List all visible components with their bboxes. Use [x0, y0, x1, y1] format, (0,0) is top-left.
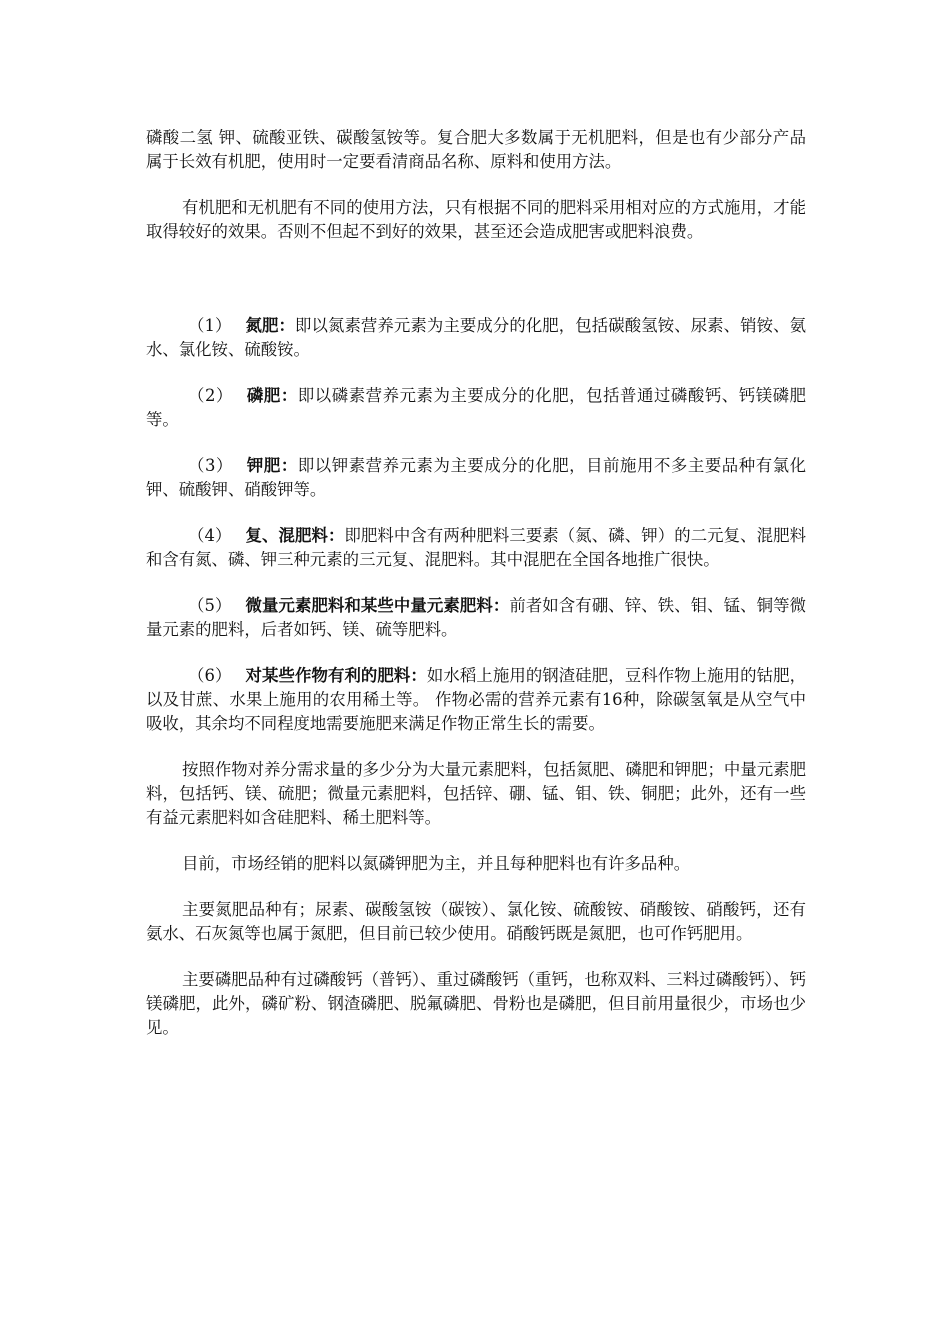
item-term: 钾肥： [246, 456, 298, 475]
list-item-micronutrient [146, 594, 806, 642]
item-number: （6） [188, 666, 232, 685]
item-text: 即以氮素营养元素为主要成分的化肥，包括碳酸氢铵、尿素、销铵、氨水、氯化铵、硫酸铵。 [146, 316, 807, 359]
paragraph-compound-fertilizer: 磷酸二氢 钾、硫酸亚铁、碳酸氢铵等。复合肥大多数属于无机肥料，但是也有少部分产品属于长效有机肥，使用时一定要看清商品名称、原料和使用方法。 [146, 128, 806, 171]
paragraph-phosphorus-varieties: 主要磷肥品种有过磷酸钙（普钙）、重过磷酸钙（重钙，也称双料、三料过磷酸钙）、钙镁磷肥，此外，磷矿粉、钢渣磷肥、脱氟磷肥、骨粉也是磷肥，但目前用量很少，市场也少见。 [146, 970, 806, 1037]
blank-gap [146, 266, 806, 314]
item-number: （2） [188, 386, 233, 405]
item-text: 即肥料中含有两种肥料三要素（氮、磷、钾）的二元复、混肥料和含有氮、磷、钾三种元素的三元复、混肥料。其中混肥在全国各地推广很快。 [146, 526, 807, 569]
list-item-nitrogen [146, 314, 806, 362]
paragraph-nitrogen-varieties: 主要氮肥品种有；尿素、碳酸氢铵（碳铵）、氯化铵、硫酸铵、硝酸铵、硝酸钙，还有氨水、石灰氮等也属于氮肥，但目前已较少使用。硝酸钙既是氮肥，也可作钙肥用。 [146, 900, 806, 943]
paragraph-classification: 按照作物对养分需求量的多少分为大量元素肥料，包括氮肥、磷肥和钾肥；中量元素肥料，包括钙、镁、硫肥；微量元素肥料，包括锌、硼、锰、钼、铁、铜肥；此外，还有一些有益元素肥料如含硅肥料、稀土肥料等。 [146, 760, 806, 827]
item-term: 氮肥： [245, 316, 295, 335]
list-item-potassium [146, 454, 806, 502]
list-item-phosphorus [146, 384, 806, 432]
list-item-compound [146, 524, 806, 572]
item-text: 前者如含有硼、锌、铁、钼、锰、铜等微量元素的肥料，后者如钙、镁、硫等肥料。 [146, 596, 807, 639]
item-text: 即以磷素营养元素为主要成分的化肥，包括普通过磷酸钙、钙镁磷肥等。 [146, 386, 807, 429]
item-term: 复、混肥料： [245, 526, 345, 545]
paragraph-market: 目前，市场经销的肥料以氮磷钾肥为主，并且每种肥料也有许多品种。 [182, 854, 691, 873]
item-number: （3） [188, 456, 233, 475]
list-item-crop-beneficial [146, 664, 806, 736]
item-term: 磷肥： [246, 386, 298, 405]
item-number: （1） [188, 316, 232, 335]
paragraph-usage-methods: 有机肥和无机肥有不同的使用方法，只有根据不同的肥料采用相对应的方式施用，才能取得较好的效果。否则不但起不到好的效果，甚至还会造成肥害或肥料浪费。 [146, 198, 806, 241]
item-term: 对某些作物有利的肥料： [245, 666, 427, 685]
item-text: 即以钾素营养元素为主要成分的化肥，目前施用不多主要品种有氯化钾、硫酸钾、硝酸钾等。 [146, 456, 807, 499]
document-page [146, 126, 806, 1062]
item-number: （5） [188, 596, 232, 615]
item-text: 如水稻上施用的钢渣硅肥，豆科作物上施用的钴肥，以及甘蔗、水果上施用的农用稀土等。 作物必需的营养元素有16种，除碳氢氧是从空气中吸收，其余均不同程度地需要施肥来满足作物正常生长的需要。 [146, 666, 807, 733]
item-number: （4） [188, 526, 232, 545]
item-term: 微量元素肥料和某些中量元素肥料： [245, 596, 510, 615]
